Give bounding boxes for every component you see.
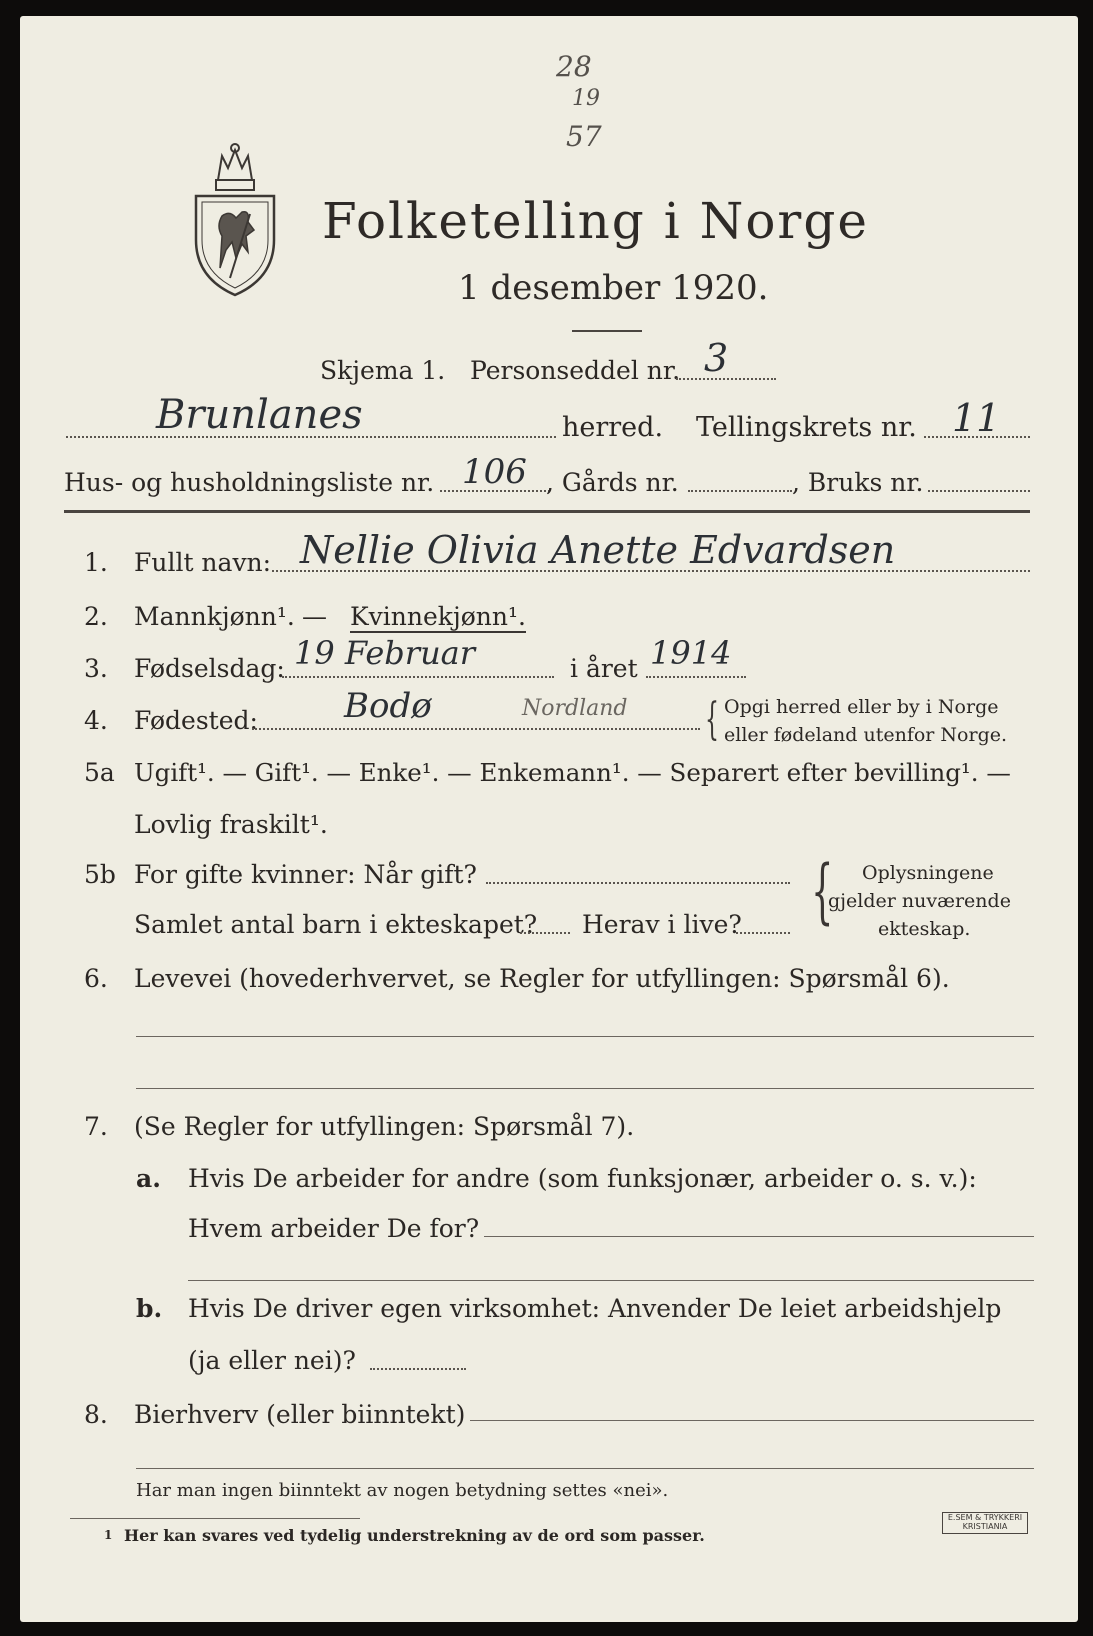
q1-value[interactable]: Nellie Olivia Anette Edvardsen: [300, 528, 896, 572]
footnote-mark: 1: [104, 1528, 113, 1542]
q1-number: 1.: [84, 548, 108, 577]
personseddel-value[interactable]: 3: [704, 336, 729, 380]
q7a-answer-line1[interactable]: [484, 1236, 1034, 1237]
herred-label: herred.: [562, 412, 664, 443]
q5a-number: 5a: [84, 758, 115, 787]
q3-label: Fødselsdag:: [134, 654, 285, 683]
q4-brace: {: [705, 694, 719, 745]
footnote-text: Her kan svares ved tydelig understrekning av de ord som passer.: [124, 1526, 705, 1545]
hus-value[interactable]: 106: [462, 452, 527, 492]
bruks-label: , Bruks nr.: [792, 468, 924, 497]
header-divider: [64, 510, 1030, 513]
q5b-brace: {: [811, 850, 834, 932]
q7a-line1: Hvis De arbeider for andre (som funksjonær, arbeider o. s. v.):: [188, 1164, 977, 1193]
q6-label: Levevei (hovederhvervet, se Regler for utfyllingen: Spørsmål 6).: [134, 964, 950, 993]
q4-line: [252, 728, 700, 730]
q4-note-line1: Opgi herred eller by i Norge: [724, 696, 999, 718]
q3-value[interactable]: 19 Februar: [294, 634, 476, 672]
q4-value-2[interactable]: Nordland: [522, 696, 628, 721]
q1-label: Fullt navn:: [134, 548, 272, 577]
title-divider: [572, 330, 642, 332]
q2-male-option[interactable]: Mannkjønn¹.: [134, 602, 295, 631]
q5b-note-line3: ekteskap.: [878, 918, 971, 940]
q7b-answer-line[interactable]: [370, 1368, 466, 1370]
q3-line: [282, 676, 554, 678]
q5a-options-line2[interactable]: Lovlig fraskilt¹.: [134, 810, 328, 839]
q8-label: Bierhverv (eller biinntekt): [134, 1400, 466, 1429]
q3-year-label: i året: [570, 654, 638, 683]
q7a-letter: a.: [136, 1164, 161, 1193]
q8-number: 8.: [84, 1400, 108, 1429]
pencil-note-3: 57: [566, 120, 602, 153]
q5b-label1: For gifte kvinner: Når gift?: [134, 860, 477, 889]
q7b-letter: b.: [136, 1294, 163, 1323]
schema-label: Skjema 1.: [320, 356, 446, 385]
q6-answer-line1[interactable]: [136, 1036, 1034, 1037]
q4-note-line2: eller fødeland utenfor Norge.: [724, 724, 1008, 746]
form-title: Folketelling i Norge: [322, 192, 869, 250]
personseddel-label: Personseddel nr.: [470, 356, 681, 385]
q2-dash: —: [302, 602, 327, 631]
pencil-note-2: 19: [572, 86, 600, 111]
q7b-line1: Hvis De driver egen virksomhet: Anvender De leiet arbeidshjelp: [188, 1294, 1002, 1323]
pencil-note-1: 28: [556, 50, 592, 83]
gards-label: , Gårds nr.: [546, 468, 679, 497]
q5b-line3: [736, 932, 790, 934]
bruks-line: [928, 490, 1030, 492]
form-date: 1 desember 1920.: [458, 268, 769, 308]
q5b-line1: [486, 882, 790, 884]
q8-answer-line2[interactable]: [136, 1468, 1034, 1469]
q5b-label2: Samlet antal barn i ekteskapet?: [134, 910, 538, 939]
q3-year-line: [646, 676, 746, 678]
q4-number: 4.: [84, 706, 108, 735]
q7b-line2: (ja eller nei)?: [188, 1346, 356, 1375]
q3-year-value[interactable]: 1914: [650, 634, 732, 672]
q7-number: 7.: [84, 1112, 108, 1141]
hus-label: Hus- og husholdningsliste nr.: [64, 468, 435, 497]
footer-divider: [70, 1518, 360, 1519]
q5b-label3: Herav i live?: [582, 910, 742, 939]
q7-label: (Se Regler for utfyllingen: Spørsmål 7).: [134, 1112, 635, 1141]
q2-female-option[interactable]: Kvinnekjønn¹.: [350, 602, 526, 631]
q8-answer-line1[interactable]: [470, 1420, 1034, 1421]
norway-coat-of-arms-icon: [190, 140, 280, 304]
q4-value[interactable]: Bodø: [344, 686, 432, 726]
q5b-note-line2: gjelder nuværende: [828, 890, 1011, 912]
q6-answer-line2[interactable]: [136, 1088, 1034, 1089]
q5a-options[interactable]: Ugift¹. — Gift¹. — Enke¹. — Enkemann¹. — Separert efter bevilling¹. —: [134, 758, 1011, 787]
footer-note: Har man ingen biinntekt av nogen betydning settes «nei».: [136, 1480, 669, 1501]
q2-number: 2.: [84, 602, 108, 631]
tellingskrets-value[interactable]: 11: [952, 396, 1001, 440]
q7a-answer-line2[interactable]: [188, 1280, 1034, 1281]
q5b-number: 5b: [84, 860, 116, 889]
q4-label: Fødested:: [134, 706, 258, 735]
q3-number: 3.: [84, 654, 108, 683]
q5b-line2: [520, 932, 570, 934]
tellingskrets-label: Tellingskrets nr.: [696, 412, 917, 443]
q6-number: 6.: [84, 964, 108, 993]
printer-stamp: E.SEM & TRYKKERI KRISTIANIA: [942, 1512, 1028, 1534]
q7a-line2: Hvem arbeider De for?: [188, 1214, 480, 1243]
q5b-note-line1: Oplysningene: [862, 862, 994, 884]
gards-line: [688, 490, 792, 492]
herred-value[interactable]: Brunlanes: [156, 392, 363, 438]
